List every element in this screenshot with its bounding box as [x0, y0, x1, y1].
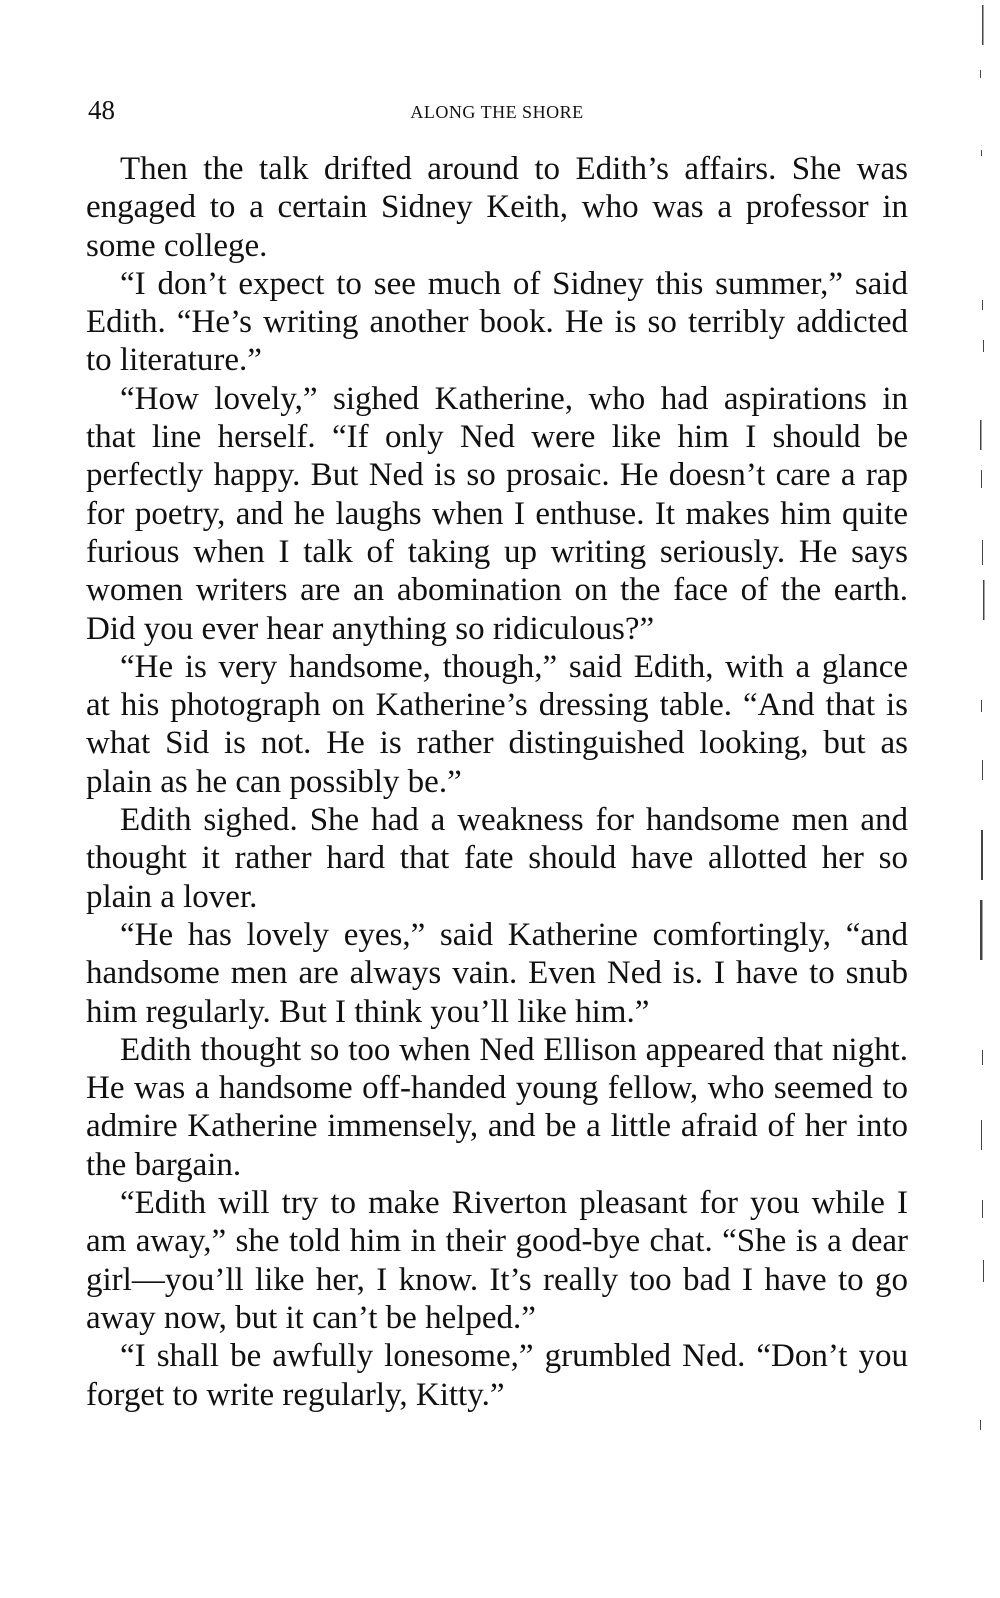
scan-edge-noise [972, 0, 990, 1598]
paragraph-5: Edith sighed. She had a weakness for handsome men and thought it rather hard that fate should have allotted her so plain a lover. [86, 802, 908, 915]
paragraph-9: “I shall be awfully lonesome,” grumbled Ned. “Don’t you forget to write regularly, Kitty.” [86, 1338, 908, 1413]
book-title: ALONG THE SHORE [410, 102, 584, 122]
page-number: 48 [88, 95, 115, 125]
body-text [86, 150, 908, 1414]
paragraph-3: “How lovely,” sighed Katherine, who had aspirations in that line herself. “If only Ned were like him I should be perfectly happy. But Ned is so prosaic. He doesn’t care a rap for poetry, and he laughs when I enthuse. It makes him quite furious when I talk of taking up writing seriously. He says women writers are an abomination on the face of the earth. Did you ever hear anything so ridiculous?” [86, 380, 908, 647]
paragraph-4: “He is very handsome, though,” said Edith, with a glance at his photograph on Katherine’s dressing table. “And that is what Sid is not. He is rather distinguished looking, but as plain as he can possibly be.” [86, 648, 908, 800]
paragraph-7: Edith thought so too when Ned Ellison appeared that night. He was a handsome off-handed young fellow, who seemed to admire Katherine immensely, and be a little afraid of her into the bargain. [86, 1031, 908, 1183]
paragraph-6: “He has lovely eyes,” said Katherine comfortingly, “and handsome men are always vain. Even Ned is. I have to snub him regularly. But I think you’ll like him.” [86, 916, 908, 1030]
paragraph-8: “Edith will try to make Riverton pleasant for you while I am away,” she told him in their good-bye chat. “She is a dear girl—you’ll like her, I know. It’s really too bad I have to go away now, but it can’t be helped.” [86, 1185, 908, 1336]
paragraph-2: “I don’t expect to see much of Sidney this summer,” said Edith. “He’s writing another book. He is so terribly addicted to literature.” [86, 265, 908, 379]
paragraph-1: Then the talk drifted around to Edith’s affairs. She was engaged to a certain Sidney Keith, who was a professor in some college. [86, 151, 908, 264]
running-head [88, 90, 906, 130]
